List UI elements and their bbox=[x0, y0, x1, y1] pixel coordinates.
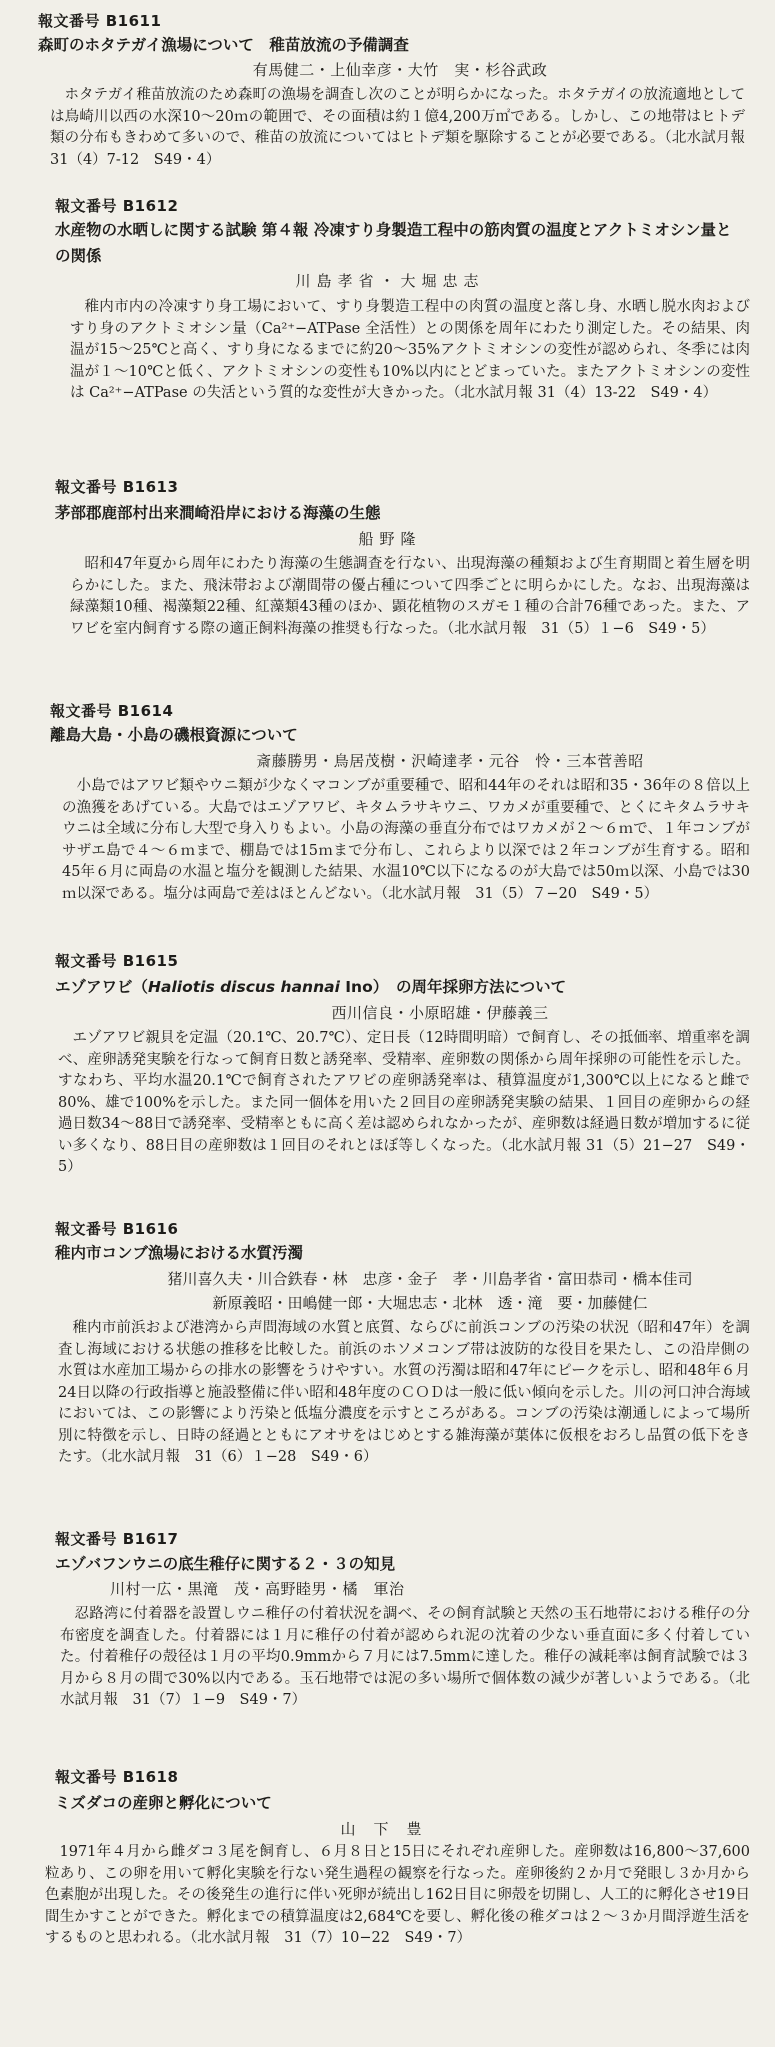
report-number: 報文番号 B1615 bbox=[55, 952, 179, 970]
report-abstract: 小島ではアワビ類やウニ類が少なくマコンブが重要種で、昭和44年のそれは昭和35・36年の８倍以上の漁獲をあげている。大島ではエゾアワビ、キタムラサキウニ、ワカメが重要種で、とくにキタムラサキウニは全域に分布し大型で身入りもよい。小島の海藻の垂直分布ではワカメが２〜６ｍで、１年コンブがサザエ島で４〜６ｍまで、棚島では15ｍまで分布し、これらより以深では２年コンブが生育する。昭和45年６月に両島の水温と塩分を観測した結果、水温10℃以下になるのが大島では50ｍ以深、小島では30ｍ以深である。塩分は両島で差はほとんどない。（北水試月報 31（5）７−20 S49・5） bbox=[62, 778, 750, 902]
report-title: 水産物の水晒しに関する試験 第４報 冷凍すり身製造工程中の筋肉質の温度とアクトミオシン量との関係 bbox=[55, 221, 732, 265]
report-number: 報文番号 B1617 bbox=[55, 1530, 179, 1548]
report-title bbox=[55, 974, 566, 1000]
report-abstract: エゾアワビ親貝を定温（20.1℃、20.7℃）、定日長（12時間明暗）で飼育し、その抵価率、増重率を調べ、産卵誘発実験を行なって飼育日数と誘発率、受精率、産卵数の関係から周年採卵の可能性を示した。すなわち、平均水温20.1℃で飼育されたアワビの産卵誘発率は、積算温度が1,300℃以上になると雌で80%、雄で100%を示した。また同一個体を用いた２回目の産卵誘発実験の結果、１回目の産卵からの経過日数34〜88日で誘発率、受精率ともに高く差は認められなかったが、産卵数は経過日数が増加するに従い多くなり、88日目の産卵数は１回目のそれとほぼ等しくなった。（北水試月報 31（5）21−27 S49・5） bbox=[58, 1030, 750, 1175]
title-suffix: Ino） の周年採卵方法について bbox=[339, 978, 567, 996]
report-abstract: 忍路湾に付着器を設置しウニ稚仔の付着状況を調べ、その飼育試験と天然の玉石地帯における稚仔の分布密度を調査した。付着器には１月に稚仔の付着が認められ泥の沈着の少ない垂直面に多く付着していた。付着稚仔の殻径は１月の平均0.9mmから７月には7.5mmに達した。稚仔の減耗率は飼育試験では３月から８月の間で30%以内である。玉石地帯では泥の多い場所で個体数の減少が著しいようである。（北水試月報 31（7）１−9 S49・7） bbox=[60, 1606, 750, 1708]
report-authors-line-1: 猪川喜久夫・川合鉄春・林 忠彦・金子 孝・川島孝省・富田恭司・橋本佳司 bbox=[167, 1270, 693, 1288]
report-number: 報文番号 B1618 bbox=[55, 1768, 179, 1786]
report-number: 報文番号 B1614 bbox=[50, 702, 174, 720]
report-title: 離島大島・小島の磯根資源について bbox=[50, 726, 298, 744]
report-authors: 川島孝省・大堀忠志 bbox=[295, 272, 485, 290]
report-number: 報文番号 B1612 bbox=[55, 197, 179, 215]
report-authors: 山下豊 bbox=[340, 1820, 440, 1838]
report-number: 報文番号 B1611 bbox=[38, 12, 162, 30]
report-authors: 有馬健二・上仙幸彦・大竹 実・杉谷武政 bbox=[252, 61, 548, 79]
report-number: 報文番号 B1613 bbox=[55, 478, 179, 496]
report-authors-line-2: 新原義昭・田嶋健一郎・大堀忠志・北林 透・滝 要・加藤健仁 bbox=[212, 1294, 648, 1312]
report-title: 茅部郡鹿部村出来澗崎沿岸における海藻の生態 bbox=[55, 504, 381, 522]
report-authors: 西川信良・小原昭雄・伊藤義三 bbox=[331, 1004, 549, 1022]
report-number: 報文番号 B1616 bbox=[55, 1220, 179, 1238]
report-authors: 斎藤勝男・鳥居茂樹・沢崎達孝・元谷 怜・三本菅善昭 bbox=[256, 752, 644, 770]
report-title: 森町のホタテガイ漁場について 稚苗放流の予備調査 bbox=[38, 36, 409, 54]
report-abstract: 1971年４月から雌ダコ３尾を飼育し、６月８日と15日にそれぞれ産卵した。産卵数は16,800〜37,600粒あり、この卵を用いて孵化実験を行ない発生過程の観察を行なった。産卵後約２か月で発眼し３か月から色素胞が出現した。その後発生の進行に伴い死卵が続出し162日目に卵殻を切開し、人工的に孵化させ19日間生かすことができた。孵化までの積算温度は2,684℃を要し、孵化後の稚ダコは２〜３か月間浮遊生活をするものと思われる。（北水試月報 31（7）10−22 S49・7） bbox=[45, 1844, 750, 1946]
report-title: エゾバフンウニの底生稚仔に関する２・３の知見 bbox=[55, 1555, 396, 1573]
report-title: ミズダコの産卵と孵化について bbox=[55, 1794, 272, 1812]
report-abstract: ホタテガイ稚苗放流のため森町の漁場を調査し次のことが明らかになった。ホタテガイの放流適地としては鳥崎川以西の水深10〜20ｍの範囲で、その面積は約１億4,200万㎡である。しかし、この地帯はヒトデ類の分布もきわめて多いので、稚苗の放流についてはヒトデ類を駆除することが必要である。（北水試月報 31（4）7-12 S49・4） bbox=[50, 87, 745, 168]
report-abstract: 稚内市前浜および港湾から声問海域の水質と底質、ならびに前浜コンブの汚染の状況（昭和47年）を調査し海域における状態の推移を比較した。前浜のホソメコンブ帯は波防的な役目を果たし、この沿岸側の水質は水産加工場からの排水の影響をうけやすい。水質の汚濁は昭和47年にピークを示し、昭和48年６月24日以降の行政指導と施設整備に伴い昭和48年度のＣＯＤは一般に低い傾向を示した。川の河口沖合海域においては、この影響により汚染と低塩分濃度を示すところがある。コンブの汚染は潮通しによって場所別に特徴を示し、日時の経過とともにアオサをはじめとする雑海藻が葉体に仮根をおろし品質の低下をきたす。（北水試月報 31（6）１−28 S49・6） bbox=[58, 1320, 750, 1465]
report-title: 稚内市コンブ漁場における水質汚濁 bbox=[55, 1244, 304, 1262]
scientific-name: Haliotis discus hannai bbox=[148, 978, 340, 996]
report-authors: 川村一広・黒滝 茂・高野睦男・橘 軍治 bbox=[110, 1580, 405, 1598]
report-abstract: 稚内市内の冷凍すり身工場において、すり身製造工程中の肉質の温度と落し身、水晒し脱水肉およびすり身のアクトミオシン量（Ca²⁺−ATPase 全活性）との関係を周年にわたり測定した。その結果、肉温が15〜25℃と高く、すり身になるまでに約20〜35%アクトミオシンの変性が認められ、冬季には肉温が１〜10℃と低く、アクトミオシンの変性も10%以内にとどまっていた。またアクトミオシンの変性は Ca²⁺−ATPase の失活という質的な変性が大きかった。（北水試月報 31（4）13-22 S49・4） bbox=[70, 299, 750, 401]
report-abstract: 昭和47年夏から周年にわたり海藻の生態調査を行ない、出現海藻の種類および生育期間と着生層を明らかにした。また、飛沫帯および潮間帯の優占種について四季ごとに明らかにした。なお、出現海藻は緑藻類10種、褐藻類22種、紅藻類43種のほか、顕花植物のスガモ１種の合計76種であった。また、アワビを室内飼育する際の適正飼料海藻の推奨も行なった。（北水試月報 31（5）１−6 S49・5） bbox=[70, 556, 750, 637]
report-authors: 船野隆 bbox=[358, 530, 422, 548]
title-prefix: エゾアワビ（ bbox=[55, 978, 149, 996]
